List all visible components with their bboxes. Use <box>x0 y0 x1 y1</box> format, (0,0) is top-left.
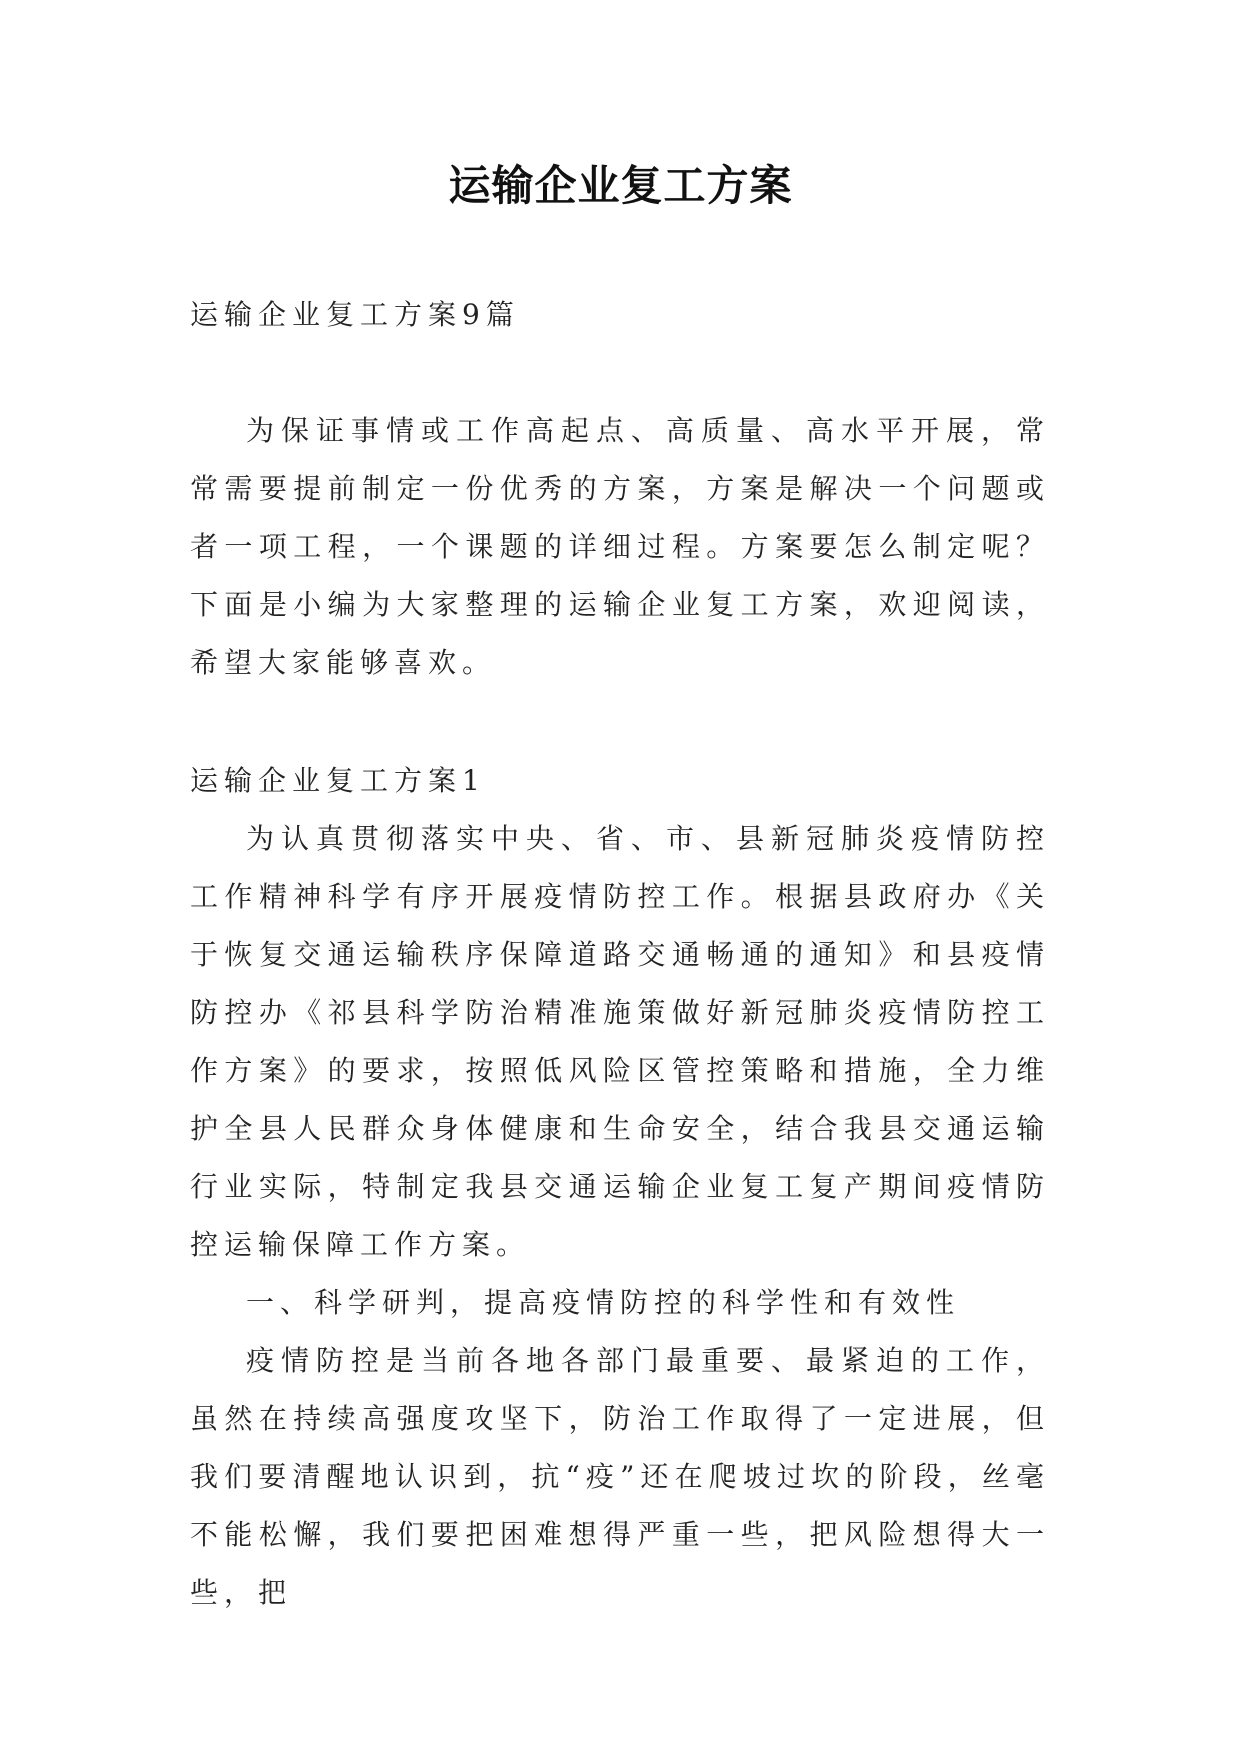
section-1-point-1: 一、科学研判，提高疫情防控的科学性和有效性 <box>246 1286 961 1319</box>
section-1 <box>190 752 1050 1622</box>
document-title: 运输企业复工方案 <box>448 161 793 210</box>
section-1-paragraph-2: 疫情防控是当前各地各部门最重要、最紧迫的工作，虽然在持续高强度攻坚下，防治工作取得了一定进展，但我们要清醒地认识到，抗“疫”还在爬坡过坎的阶段，丝毫不能松懈，我们要把困难想得严重一些，把风险想得大一些，把 <box>190 1344 1050 1609</box>
document-subtitle <box>190 286 1050 344</box>
intro-paragraph-block <box>190 402 1050 692</box>
section-1-heading: 运输企业复工方案1 <box>190 764 486 797</box>
section-1-paragraph-1: 为认真贯彻落实中央、省、市、县新冠肺炎疫情防控工作精神科学有序开展疫情防控工作。根据县政府办《关于恢复交通运输秩序保障道路交通畅通的通知》和县疫情防控办《祁县科学防治精准施策做好新冠肺炎疫情防控工作方案》的要求，按照低风险区管控策略和措施，全力维护全县人民群众身体健康和生命安全，结合我县交通运输行业实际，特制定我县交通运输企业复工复产期间疫情防控运输保障工作方案。 <box>190 822 1050 1261</box>
intro-paragraph: 为保证事情或工作高起点、高质量、高水平开展，常常需要提前制定一份优秀的方案，方案是解决一个问题或者一项工程，一个课题的详细过程。方案要怎么制定呢？下面是小编为大家整理的运输企业复工方案，欢迎阅读，希望大家能够喜欢。 <box>190 414 1050 679</box>
subtitle-text: 运输企业复工方案9篇 <box>190 298 520 331</box>
